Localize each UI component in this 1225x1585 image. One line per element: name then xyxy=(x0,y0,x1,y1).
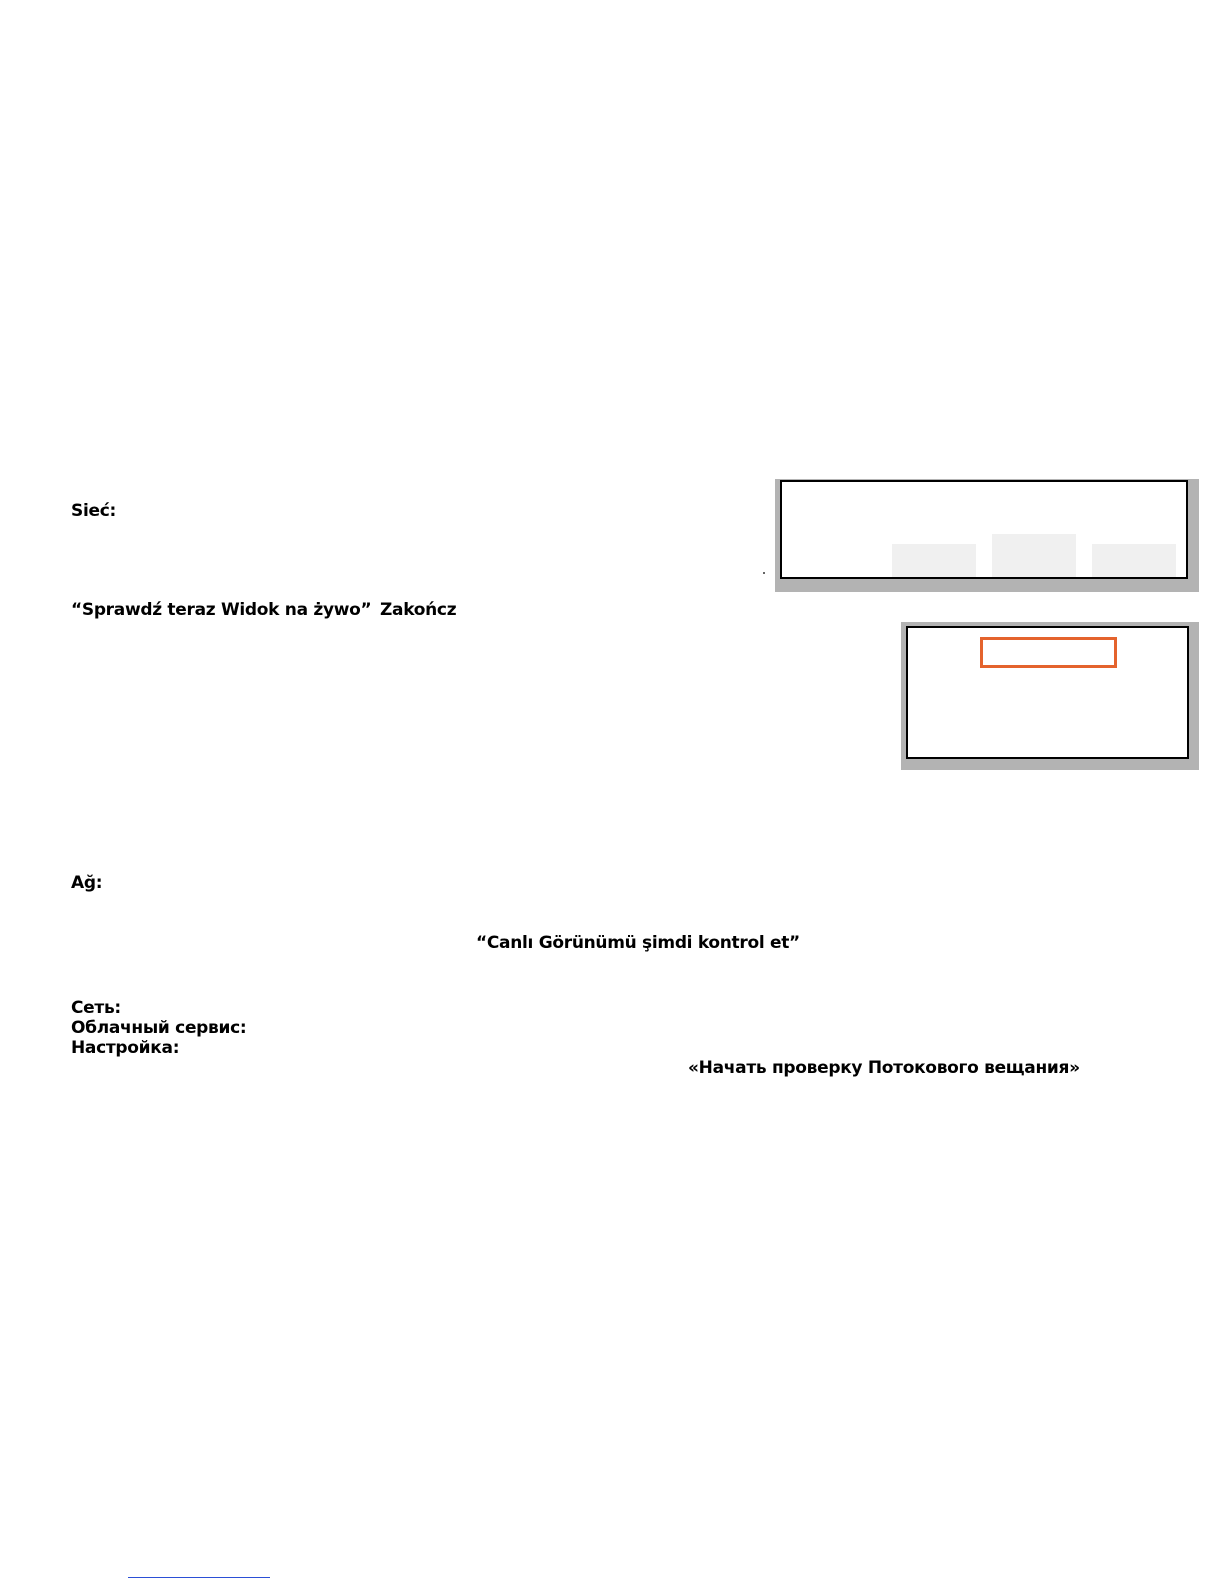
pl-network-label: Sieć: xyxy=(71,501,116,521)
pl-finish-text: Zakończ xyxy=(380,600,457,620)
dialog-1-button-left[interactable] xyxy=(892,544,976,577)
ru-cloud-service-label: Облачный сервис: xyxy=(71,1018,247,1038)
dialog-2-highlighted-field[interactable] xyxy=(980,637,1117,668)
ru-network-label: Сеть: xyxy=(71,998,121,1018)
stray-dot xyxy=(763,572,765,574)
ru-start-stream-check-text: «Начать проверку Потокового вещания» xyxy=(688,1058,1080,1078)
ru-setup-label: Настройка: xyxy=(71,1038,180,1058)
pl-check-live-view-text: “Sprawdź teraz Widok na żywo” xyxy=(71,600,372,620)
tr-check-live-view-text: “Canlı Görünümü şimdi kontrol et” xyxy=(476,933,800,953)
dialog-1-frame xyxy=(780,480,1188,579)
footer-link-underline[interactable] xyxy=(128,1577,270,1578)
dialog-1-button-middle[interactable] xyxy=(992,534,1076,577)
tr-network-label: Ağ: xyxy=(71,873,103,893)
dialog-1-button-right[interactable] xyxy=(1092,544,1176,577)
